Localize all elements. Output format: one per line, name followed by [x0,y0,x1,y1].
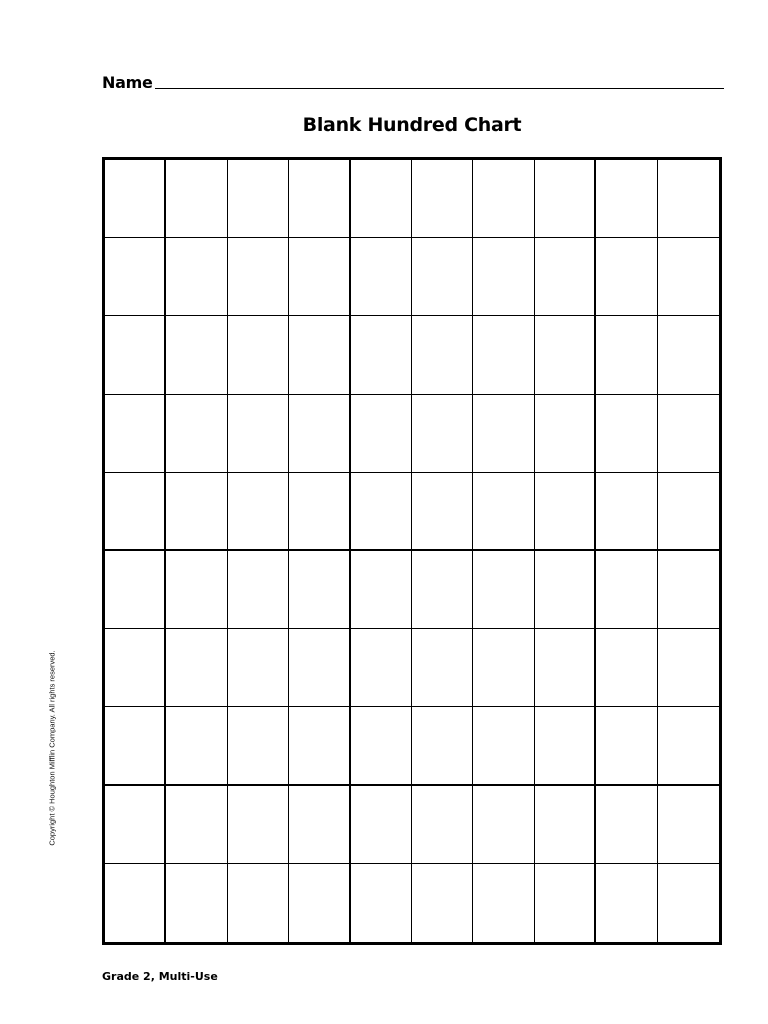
chart-cell[interactable] [166,786,227,864]
chart-cell[interactable] [351,395,412,473]
chart-cell[interactable] [412,238,473,316]
chart-cell[interactable] [351,238,412,316]
chart-cell[interactable] [228,395,289,473]
chart-cell[interactable] [473,395,534,473]
chart-cell[interactable] [596,473,657,551]
chart-cell[interactable] [473,160,534,238]
chart-cell[interactable] [473,551,534,629]
chart-cell[interactable] [105,786,166,864]
chart-cell[interactable] [658,707,719,785]
chart-cell[interactable] [166,316,227,394]
chart-cell[interactable] [228,864,289,942]
copyright-notice: Copyright © Houghton Mifflin Company. All rights reserved. [47,650,57,846]
chart-cell[interactable] [289,316,350,394]
chart-cell[interactable] [228,786,289,864]
chart-cell[interactable] [105,160,166,238]
chart-cell[interactable] [289,551,350,629]
chart-cell[interactable] [228,238,289,316]
chart-cell[interactable] [351,707,412,785]
chart-cell[interactable] [535,238,596,316]
chart-cell[interactable] [228,707,289,785]
chart-cell[interactable] [105,316,166,394]
chart-cell[interactable] [289,864,350,942]
chart-cell[interactable] [228,473,289,551]
chart-cell[interactable] [105,551,166,629]
chart-cell[interactable] [535,786,596,864]
chart-cell[interactable] [658,160,719,238]
chart-cell[interactable] [105,238,166,316]
chart-cell[interactable] [289,160,350,238]
chart-cell[interactable] [535,551,596,629]
chart-cell[interactable] [412,864,473,942]
chart-cell[interactable] [351,864,412,942]
chart-cell[interactable] [412,629,473,707]
chart-cell[interactable] [658,864,719,942]
chart-cell[interactable] [289,238,350,316]
chart-cell[interactable] [473,864,534,942]
chart-cell[interactable] [535,629,596,707]
chart-cell[interactable] [351,629,412,707]
chart-cell[interactable] [596,707,657,785]
chart-cell[interactable] [166,864,227,942]
chart-cell[interactable] [473,707,534,785]
chart-cell[interactable] [596,238,657,316]
chart-cell[interactable] [351,551,412,629]
chart-cell[interactable] [228,629,289,707]
footer-grade-label: Grade 2, Multi-Use [102,970,218,983]
chart-cell[interactable] [289,786,350,864]
chart-cell[interactable] [658,316,719,394]
chart-cell[interactable] [658,395,719,473]
chart-cell[interactable] [105,707,166,785]
chart-cell[interactable] [351,316,412,394]
chart-cell[interactable] [289,707,350,785]
chart-cell[interactable] [596,864,657,942]
chart-cell[interactable] [351,473,412,551]
chart-cell[interactable] [596,551,657,629]
chart-cell[interactable] [412,786,473,864]
chart-cell[interactable] [535,473,596,551]
chart-cell[interactable] [228,551,289,629]
chart-cell[interactable] [412,551,473,629]
name-label: Name [102,73,153,92]
chart-cell[interactable] [535,864,596,942]
chart-cell[interactable] [658,629,719,707]
chart-cell[interactable] [228,316,289,394]
chart-cell[interactable] [473,316,534,394]
chart-cell[interactable] [351,160,412,238]
chart-cell[interactable] [412,707,473,785]
chart-cell[interactable] [658,786,719,864]
chart-cell[interactable] [412,316,473,394]
chart-cell[interactable] [166,629,227,707]
chart-cell[interactable] [658,551,719,629]
chart-cell[interactable] [105,629,166,707]
chart-cell[interactable] [289,473,350,551]
chart-cell[interactable] [351,786,412,864]
chart-cell[interactable] [105,395,166,473]
chart-cell[interactable] [658,238,719,316]
name-write-line[interactable] [155,88,724,89]
chart-cell[interactable] [105,864,166,942]
chart-cell[interactable] [412,395,473,473]
chart-cell[interactable] [596,629,657,707]
chart-cell[interactable] [596,316,657,394]
hundred-chart-grid [102,157,722,945]
chart-cell[interactable] [289,629,350,707]
chart-cell[interactable] [535,160,596,238]
chart-cell[interactable] [412,160,473,238]
chart-cell[interactable] [289,395,350,473]
chart-cell[interactable] [105,473,166,551]
name-field-row [102,68,724,92]
chart-cell[interactable] [166,551,227,629]
chart-cell[interactable] [166,395,227,473]
page-title: Blank Hundred Chart [302,114,522,136]
chart-cell[interactable] [535,316,596,394]
chart-cell[interactable] [535,395,596,473]
chart-cell[interactable] [166,160,227,238]
chart-cell[interactable] [658,473,719,551]
chart-cell[interactable] [596,395,657,473]
chart-cell[interactable] [473,629,534,707]
chart-cell[interactable] [473,473,534,551]
chart-cell[interactable] [473,786,534,864]
chart-cell[interactable] [473,238,534,316]
chart-cell[interactable] [535,707,596,785]
chart-cell[interactable] [166,707,227,785]
chart-cell[interactable] [412,473,473,551]
chart-cell[interactable] [596,786,657,864]
chart-cell[interactable] [166,473,227,551]
chart-cell[interactable] [166,238,227,316]
chart-cell[interactable] [596,160,657,238]
chart-cell[interactable] [228,160,289,238]
